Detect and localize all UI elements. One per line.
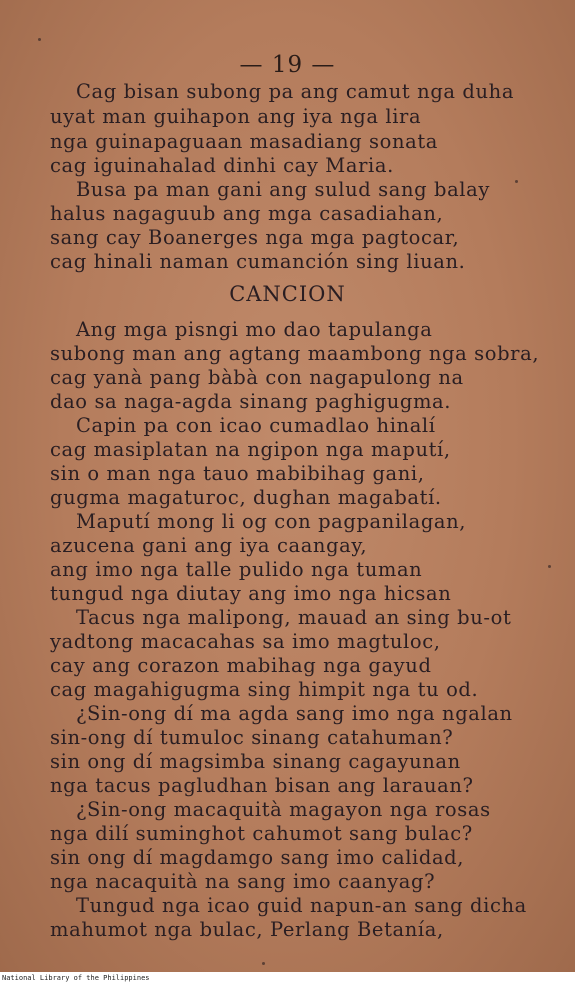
- library-credit: National Library of the Philippines: [2, 974, 150, 982]
- ink-speck: [262, 962, 265, 965]
- ink-speck: [548, 565, 551, 568]
- section-heading: CANCION: [229, 282, 346, 306]
- verse-line: Cag bisan subong pa ang camut nga duha: [76, 80, 515, 103]
- verse-line: dao sa naga-agda sinang paghigugma.: [50, 390, 452, 413]
- verse-line: ¿Sin-ong macaquità magayon nga rosas: [76, 798, 491, 821]
- verse-line: cag magahigugma sing himpit nga tu od.: [50, 678, 479, 701]
- verse-line: cag hinali naman cumanción sing liuan.: [50, 250, 466, 273]
- verse-line: Tungud nga icao guid napun-an sang dicha: [76, 894, 527, 917]
- verse-line: gugma magaturoc, dughan magabatí.: [50, 486, 442, 509]
- verse-line: nga guinapaguaan masadiang sonata: [50, 130, 439, 153]
- verse-line: sin ong dí magdamgo sang imo calidad,: [50, 846, 465, 869]
- verse-line: sin ong dí magsimba sinang cagayunan: [50, 750, 461, 773]
- verse-line: sin o man nga tauo mabibihag gani,: [50, 462, 425, 485]
- verse-line: Ang mga pisngi mo dao tapulanga: [76, 318, 433, 341]
- verse-line: mahumot nga bulac, Perlang Betanía,: [50, 918, 444, 941]
- verse-line: Capin pa con icao cumadlao hinalí: [76, 414, 436, 437]
- verse-line: uyat man guihapon ang iya nga lira: [50, 105, 422, 128]
- verse-line: Tacus nga malipong, mauad an sing bu-ot: [76, 606, 512, 629]
- ink-speck: [515, 180, 518, 183]
- verse-line: cag yanà pang bàbà con nagapulong na: [50, 366, 464, 389]
- verse-line: cay ang corazon mabihag nga gayud: [50, 654, 432, 677]
- verse-line: ¿Sin-ong dí ma agda sang imo nga ngalan: [76, 702, 513, 725]
- verse-line: ang imo nga talle pulido nga tuman: [50, 558, 423, 581]
- verse-line: azucena gani ang iya caangay,: [50, 534, 368, 557]
- verse-line: Maputí mong li og con pagpanilagan,: [76, 510, 467, 533]
- verse-line: halus nagaguub ang mga casadiahan,: [50, 202, 444, 225]
- verse-line: sin-ong dí tumuloc sinang catahuman?: [50, 726, 454, 749]
- verse-line: tungud nga diutay ang imo nga hicsan: [50, 582, 452, 605]
- verse-line: yadtong macacahas sa imo magtuloc,: [50, 630, 441, 653]
- verse-line: Busa pa man gani ang sulud sang balay: [76, 178, 490, 201]
- verse-line: cag masiplatan na ngipon nga maputí,: [50, 438, 451, 461]
- verse-line: sang cay Boanerges nga mga pagtocar,: [50, 226, 460, 249]
- verse-line: nga tacus pagludhan bisan ang larauan?: [50, 774, 474, 797]
- page-number: — 19 —: [239, 52, 336, 78]
- verse-line: subong man ang agtang maambong nga sobra,: [50, 342, 540, 365]
- verse-line: cag iguinahalad dinhi cay Maria.: [50, 154, 394, 177]
- verse-line: nga dilí suminghot cahumot sang bulac?: [50, 822, 473, 845]
- ink-speck: [38, 38, 41, 41]
- verse-line: nga nacaquità na sang imo caanyag?: [50, 870, 436, 893]
